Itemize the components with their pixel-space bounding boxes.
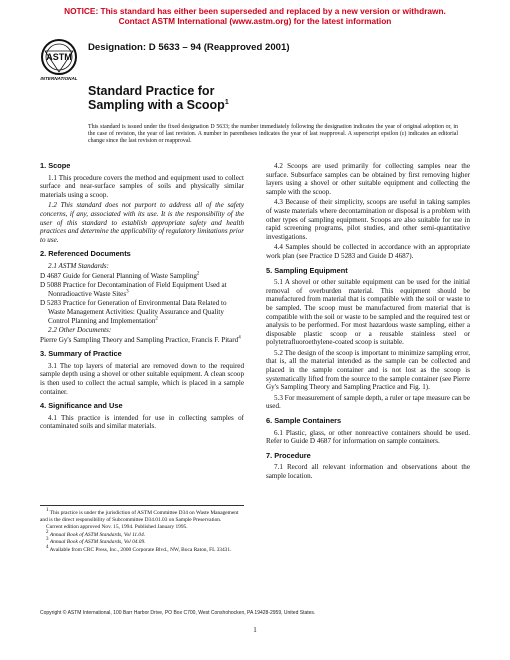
section-4-3: 4.3 Because of their simplicity, scoops are useful in taking samples of waste materials where decontamination or disposal is a problem with other types of sampling equipment. Scoops are also suitable for use in rapid screening programs, pilot studies, and other semi-quantitative investigations.: [266, 198, 470, 241]
title-line-2: [88, 98, 229, 112]
page-number: 1: [253, 626, 257, 634]
section-1-2: 1.2 This standard does not purport to address all of the safety concerns, if any, associated with its use. It is the responsibility of the user of this standard to establish appropriate safety and health practices and determine the applicability of regulatory limitations prior to use.: [40, 201, 244, 244]
section-5-heading: 5. Sampling Equipment: [266, 265, 348, 275]
section-7-1: 7.1 Record all relevant information and observations about the sample location.: [266, 463, 470, 480]
section-7-heading: 7. Procedure: [266, 450, 311, 460]
notice-line-1: NOTICE: This standard has either been superseded and replaced by a new version or withdrawn.: [64, 6, 446, 16]
section-5-3: 5.3 For measurement of sample depth, a ruler or tape measure can be used.: [266, 393, 470, 411]
notice-line-2: Contact ASTM International (www.astm.org) for the latest information: [118, 16, 392, 26]
footnotes: [40, 505, 244, 555]
reference-d5088-mark: 3: [126, 289, 129, 295]
title-line-2-text: Sampling with a Scoop: [88, 98, 225, 112]
reference-pitard-mark: 4: [238, 335, 241, 341]
reference-d5088-text: D 5088 Practice for Decontamination of Field Equipment Used at Nonradioactive Waste Sites: [40, 281, 227, 298]
section-2-heading: 2. Referenced Documents: [40, 249, 131, 259]
reference-d5283-text: D 5283 Practice for Generation of Environmental Data Related to Waste Management Activities: Quality Assurance and Quality Control Planning and Implementation: [40, 299, 227, 325]
section-4-1: 4.1 This practice is intended for use in collecting samples of contaminated soils and similar materials.: [40, 413, 244, 431]
footnote-1: $^1$ This practice is under the jurisdiction of ASTM Committee D34 on Waste Management and is the direct responsibility of Subcommittee D34.01.03 on Sample Preservation.: [40, 508, 239, 523]
logo-subtext: INTERNATIONAL: [40, 76, 78, 81]
reference-d4687-text: D 4687 Guide for General Planning of Waste Sampling: [40, 271, 197, 280]
footnote-3: $^3$ Annual Book of ASTM Standards, Vol 04.09.: [46, 537, 146, 546]
standard-intro: This standard is issued under the fixed designation D 5633; the number immediately following the designation indicates the year of original adoption or, in the case of revision, the year of last revision. A number in parentheses indicates the year of last reapproval. A superscript epsilon (ε) indicates an editorial change since the last revision or reapproval.: [88, 124, 458, 145]
section-6-1: 6.1 Plastic, glass, or other nonreactive containers should be used. Refer to Guide D 4687 for information on sample containers.: [266, 428, 470, 446]
designation: Designation: D 5633 – 94 (Reapproved 2001): [88, 42, 290, 53]
footnote-3-text: Annual Book of ASTM Standards, Vol 04.09.: [49, 539, 146, 546]
copyright-line: Copyright © ASTM International, 100 Barr Harbor Drive, PO Box C700, West Conshohocken, PA 19428-2959, United States.: [40, 610, 316, 616]
footnote-4: $^4$ Available from CRC Press, Inc., 2000 Corporate Blvd., NW, Boca Raton, FL 33431.: [46, 545, 232, 553]
footnote-2: $^2$ Annual Book of ASTM Standards, Vol 11.04.: [46, 529, 146, 538]
withdrawn-notice: [0, 6, 510, 26]
footnote-1-edition: Current edition approved Nov. 15, 1994. Published January 1995.: [46, 524, 188, 531]
section-2-2: 2.2 Other Documents:: [48, 326, 112, 335]
footnote-2-text: Annual Book of ASTM Standards, Vol 11.04.: [49, 531, 146, 538]
section-3-heading: 3. Summary of Practice: [40, 349, 122, 359]
reference-pitard: [40, 336, 244, 345]
footnote-4-text: Available from CRC Press, Inc., 2000 Corporate Blvd., NW, Boca Raton, FL 33431.: [49, 546, 232, 553]
reference-pitard-text: Pierre Gy's Sampling Theory and Sampling Practice, Francis F. Pitard: [40, 335, 239, 344]
reference-d5283-mark: 2: [155, 316, 158, 322]
section-1-heading: 1. Scope: [40, 161, 71, 170]
section-4-heading: 4. Significance and Use: [40, 401, 123, 411]
title-line-1: Standard Practice for: [88, 84, 215, 98]
footnote-1-text: This practice is under the jurisdiction of ASTM Committee D34 on Waste Management and is the direct responsibility of Subcommittee D34.01.03 on Sample Preservation.: [40, 510, 239, 523]
section-3-1: 3.1 The top layers of material are removed down to the required sample depth using a shovel or other suitable equipment. A clean scoop is then used to collect the actual sample, which is placed in a sample container.: [40, 361, 244, 396]
right-column: [266, 162, 470, 483]
reference-d5283: [40, 299, 244, 325]
reference-d4687: [40, 272, 244, 281]
reference-d5088: [40, 281, 244, 298]
section-1-1: 1.1 This procedure covers the method and equipment used to collect surface and near-surface samples of soils and physically similar materials using a scoop.: [40, 173, 244, 199]
section-6-heading: 6. Sample Containers: [266, 416, 342, 426]
section-4-4: 4.4 Samples should be collected in accordance with an appropriate work plan (see Practice D 5283 and Guide D 4687).: [266, 243, 470, 260]
section-4-2: 4.2 Scoops are used primarily for collecting samples near the surface. Subsurface samples can be obtained by first removing higher layers using a shovel or other suitable equipment and collecting the sample with the scoop.: [266, 162, 470, 196]
logo-text: ASTM: [46, 52, 72, 62]
page-title: [88, 84, 229, 112]
section-5-2: 5.2 The design of the scoop is important to minimize sampling error, that is, all the material intended as the sample can be collected and placed in the sample container and is not lost as the scoop is systematically lifted from the source to the sample container (see Pierre Gy's Sampling Theory and Sampling Practice and Fig. 1).: [266, 348, 470, 392]
section-2-1: 2.1 ASTM Standards:: [48, 261, 109, 270]
title-footnote-mark: 1: [224, 98, 229, 106]
section-5-1: 5.1 A shovel or other suitable equipment can be used for the initial removal of overburden material. This equipment should be manufactured from material that is compatible with the soil or waste to be sampled. The scoop must be manufactured from material that is compatible with the soil or waste to be sampled and the required test or analysis to be performed. For most hazardous waste sampling, either a disposable plastic scoop or a reusable stainless steel or polytetrafluoroethylene-coated scoop is suitable.: [266, 278, 470, 347]
reference-d4687-mark: 2: [196, 271, 200, 277]
left-column: [40, 162, 244, 433]
astm-logo-icon: [36, 36, 82, 82]
